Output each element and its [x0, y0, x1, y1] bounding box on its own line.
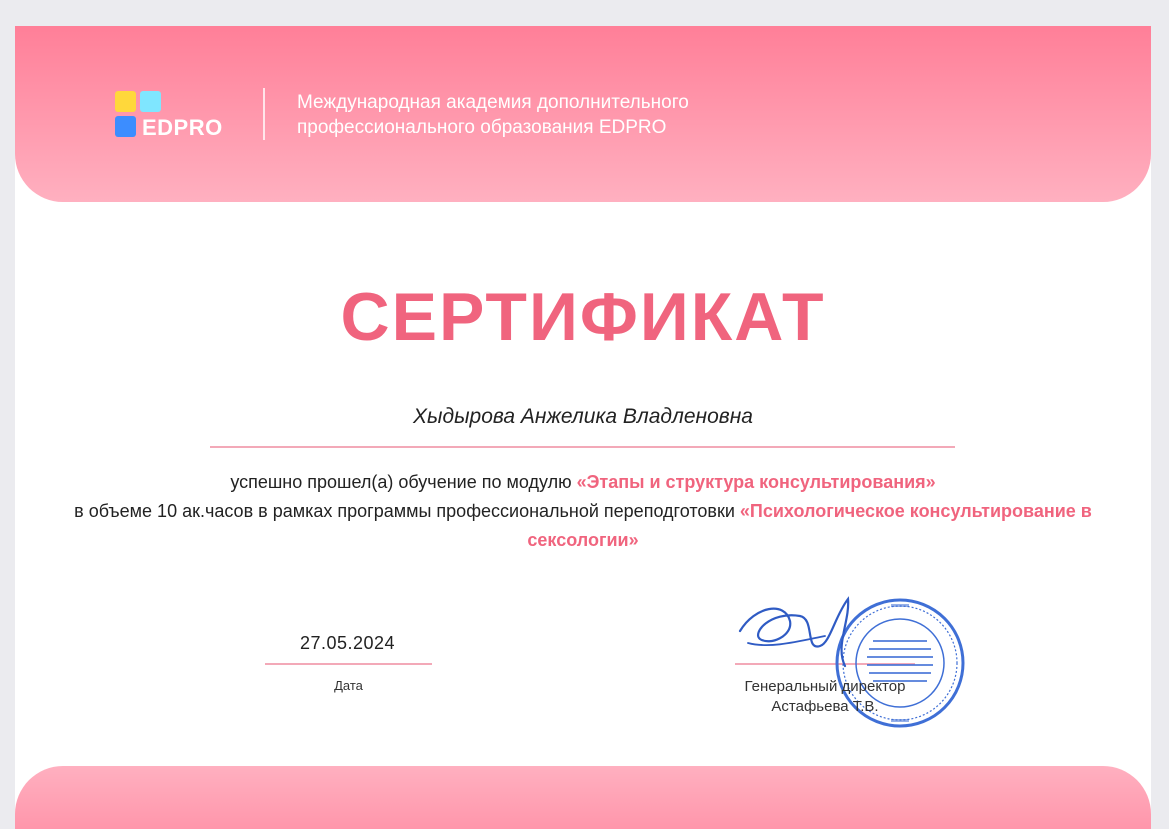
certificate-header [15, 26, 1151, 202]
date-label: Дата [334, 678, 363, 693]
program-name: «Психологическое консультирование в сексологии» [527, 501, 1092, 550]
certificate-title: СЕРТИФИКАТ [340, 279, 826, 355]
logo-text: EDPRO [142, 115, 223, 140]
logo-square-cyan [140, 91, 161, 112]
academy-name-line2: профессионального образования EDPRO [297, 117, 667, 138]
recipient-underline [210, 446, 955, 448]
signature-icon [730, 591, 870, 686]
academy-name-line1: Международная академия дополнительного [297, 92, 689, 113]
issue-date: 27.05.2024 [299, 633, 396, 653]
signatory-block [705, 677, 945, 717]
body-text-part2: в объеме 10 ак.часов в рамках программы профессиональной переподготовки [74, 501, 740, 521]
certificate-body-text [55, 468, 1111, 555]
certificate-sheet [15, 26, 1151, 829]
signatory-name: Астафьева Т.В. [771, 698, 879, 715]
logo-square-blue [115, 116, 136, 137]
module-name: «Этапы и структура консультирования» [576, 472, 936, 492]
body-text-part1: успешно прошел(а) обучение по модулю [230, 472, 577, 492]
logo-divider [263, 88, 265, 140]
logo-square-yellow [115, 91, 136, 112]
signatory-position: Генеральный директор [744, 678, 906, 695]
date-underline [265, 663, 432, 665]
recipient-name: Хыдырова Анжелика Владленовна [413, 405, 753, 428]
certificate-footer [15, 766, 1151, 829]
academy-name [297, 90, 857, 140]
